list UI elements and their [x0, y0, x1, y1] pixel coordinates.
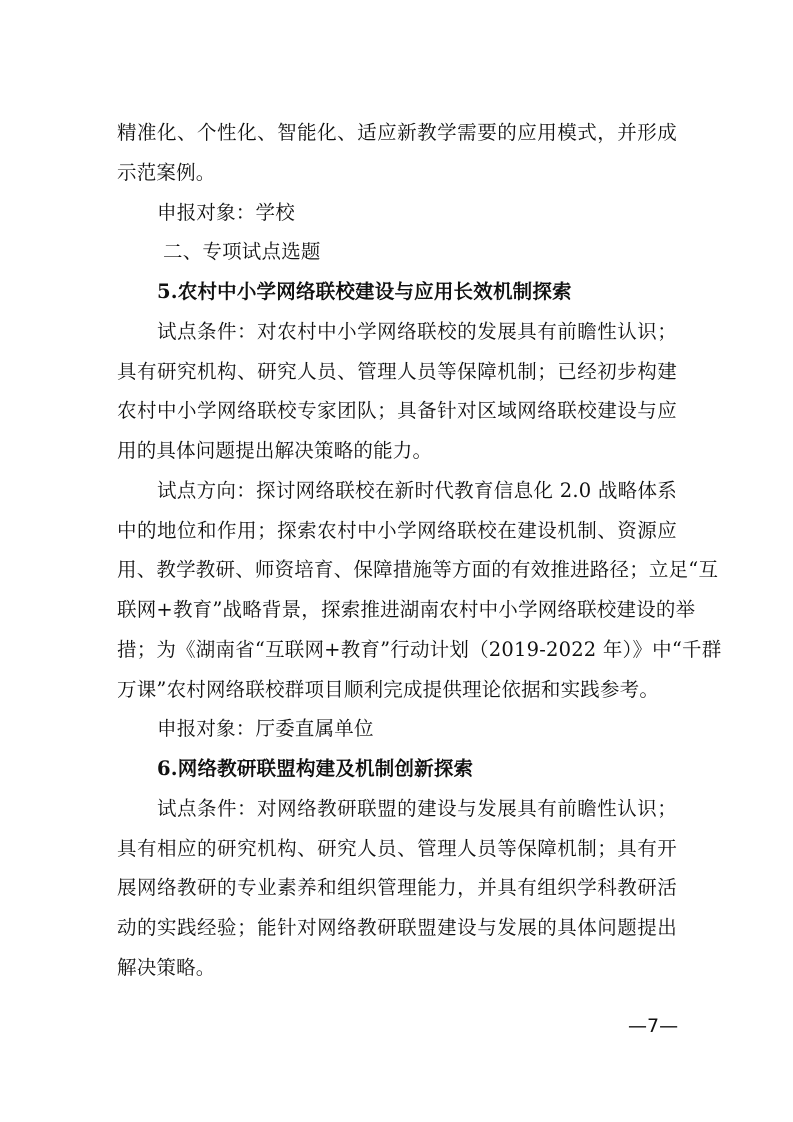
item-heading: 6.网络教研联盟构建及机制创新探索 [157, 757, 474, 780]
body-line: 试点条件：对农村中小学网络联校的发展具有前瞻性认识； [157, 320, 677, 343]
body-line: 申报对象：厅委直属单位 [157, 717, 374, 740]
body-line: 具有相应的研究机构、研究人员、管理人员等保障机制；具有开 [117, 837, 677, 860]
body-line: 措；为《湖南省“互联网+教育”行动计划（2019-2022 年）》中“千群 [117, 638, 722, 661]
body-line: 具有研究机构、研究人员、管理人员等保障机制；已经初步构建 [117, 360, 677, 383]
body-line: 联网+教育”战略背景，探索推进湖南农村中小学网络联校建设的举 [117, 598, 696, 621]
body-line: 精准化、个性化、智能化、适应新教学需要的应用模式，并形成 [117, 121, 677, 144]
body-line: 展网络教研的专业素养和组织管理能力，并具有组织学科教研活 [117, 876, 677, 899]
body-line: 用的具体问题提出解决策略的能力。 [117, 439, 433, 462]
section-heading: 二、专项试点选题 [163, 240, 321, 263]
page-number: —7— [628, 1015, 679, 1037]
body-line: 动的实践经验；能针对网络教研联盟建设与发展的具体问题提出 [117, 916, 677, 939]
body-line: 解决策略。 [117, 956, 216, 979]
body-line: 示范案例。 [117, 161, 216, 184]
body-line: 试点方向：探讨网络联校在新时代教育信息化 2.0 战略体系 [157, 479, 677, 502]
body-line: 万课”农村网络联校群项目顺利完成提供理论依据和实践参考。 [117, 678, 660, 701]
body-line: 用、教学教研、师资培育、保障措施等方面的有效推进路径；立足“互 [117, 558, 719, 581]
item-heading: 5.农村中小学网络联校建设与应用长效机制探索 [157, 280, 572, 303]
body-line: 农村中小学网络联校专家团队；具备针对区域网络联校建设与应 [117, 399, 677, 422]
body-line: 中的地位和作用；探索农村中小学网络联校在建设机制、资源应 [117, 519, 677, 542]
body-line: 试点条件：对网络教研联盟的建设与发展具有前瞻性认识； [157, 797, 677, 820]
body-line: 申报对象：学校 [157, 201, 295, 224]
